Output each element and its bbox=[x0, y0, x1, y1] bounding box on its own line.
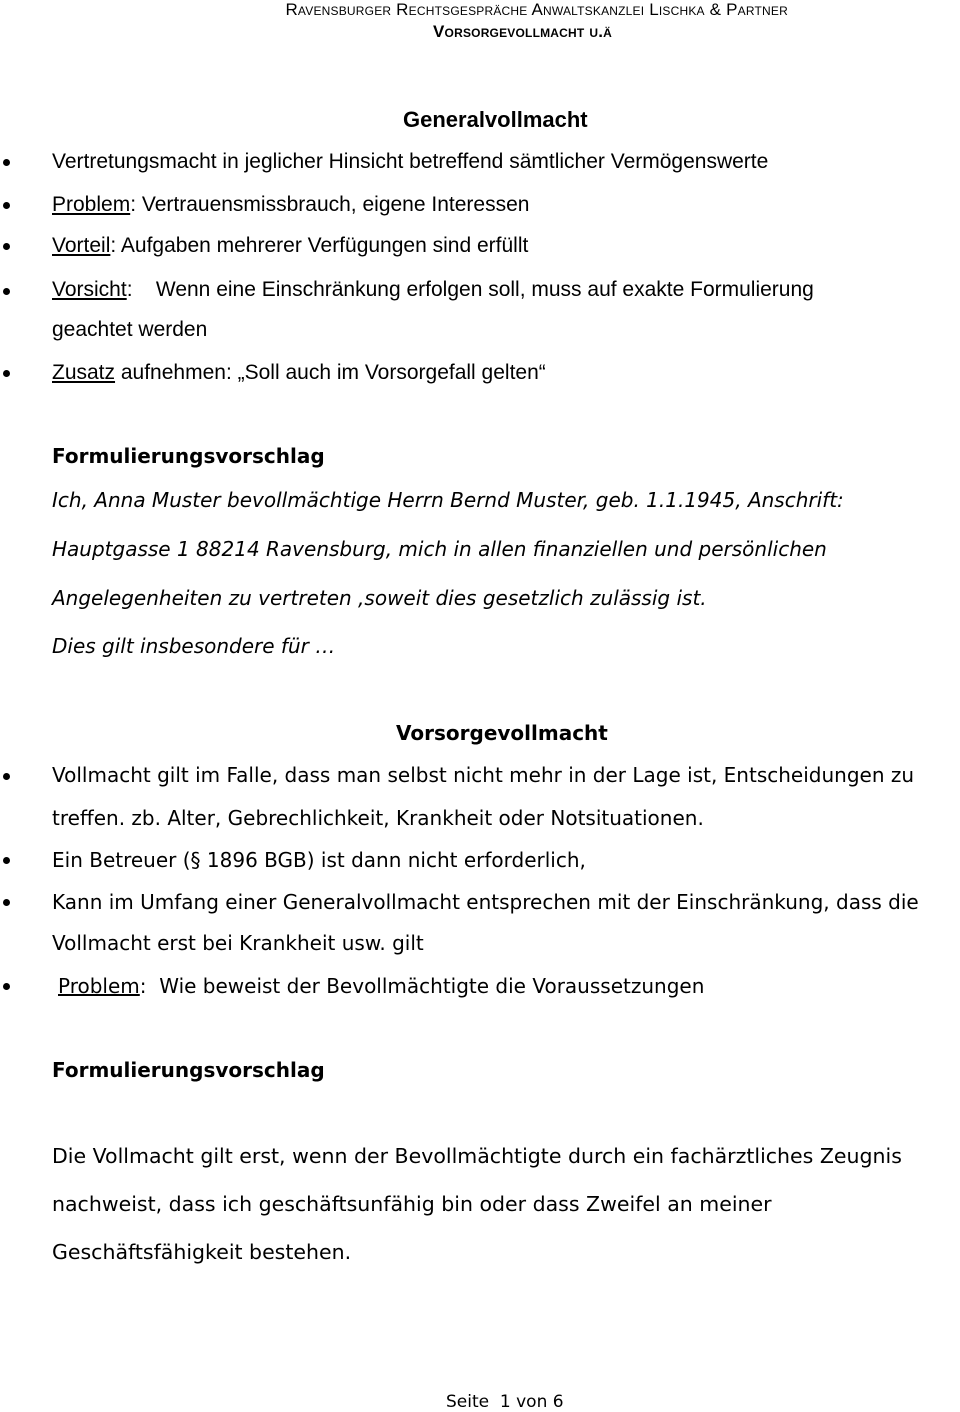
list-item: Zusatz aufnehmen: „Soll auch im Vorsorgefall gelten“ bbox=[52, 361, 546, 384]
bullet-dot bbox=[3, 243, 10, 250]
header-line-1: Ravensburger Rechtsgespräche Anwaltskanzlei Lischka & Partner bbox=[285, 0, 788, 19]
bullet-dot bbox=[3, 857, 10, 864]
proposal-line: Geschäftsfähigkeit bestehen. bbox=[52, 1240, 352, 1264]
bullet-dot bbox=[3, 983, 10, 990]
proposal-heading-1: Formulierungsvorschlag bbox=[52, 444, 325, 468]
list-item: Vorteil: Aufgaben mehrerer Verfügungen sind erfüllt bbox=[52, 234, 529, 257]
list-item: Vertretungsmacht in jeglicher Hinsicht betreffend sämtlicher Vermögenswerte bbox=[52, 150, 769, 173]
bullet-dot bbox=[3, 288, 10, 295]
list-item: Vollmacht gilt im Falle, dass man selbst nicht mehr in der Lage ist, Entscheidungen zu bbox=[52, 763, 915, 787]
list-item: Kann im Umfang einer Generalvollmacht entsprechen mit der Einschränkung, dass die bbox=[52, 890, 919, 914]
header-line-2: Vorsorgevollmacht u.ä bbox=[433, 22, 612, 41]
section-title-generalvollmacht: Generalvollmacht bbox=[403, 107, 588, 132]
bullet-dot bbox=[3, 899, 10, 906]
proposal-line: Ich, Anna Muster bevollmächtige Herrn Bernd Muster, geb. 1.1.1945, Anschrift: bbox=[52, 488, 844, 512]
list-item-continuation: geachtet werden bbox=[52, 318, 208, 341]
page-number: Seite 1 von 6 bbox=[446, 1392, 564, 1412]
bullet-dot bbox=[3, 159, 10, 166]
proposal-line: Angelegenheiten zu vertreten ,soweit dies gesetzlich zulässig ist. bbox=[52, 586, 707, 610]
list-item-continuation: treffen. zb. Alter, Gebrechlichkeit, Krankheit oder Notsituationen. bbox=[52, 806, 704, 830]
proposal-line: Dies gilt insbesondere für … bbox=[52, 634, 336, 658]
proposal-line: Hauptgasse 1 88214 Ravensburg, mich in allen finanziellen und persönlichen bbox=[52, 537, 827, 561]
bullet-dot bbox=[3, 370, 10, 377]
bullet-dot bbox=[3, 773, 10, 780]
proposal-line: nachweist, dass ich geschäftsunfähig bin oder dass Zweifel an meiner bbox=[52, 1192, 772, 1216]
list-item: Vorsicht: Wenn eine Einschränkung erfolgen soll, muss auf exakte Formulierung bbox=[52, 278, 814, 301]
proposal-line: Die Vollmacht gilt erst, wenn der Bevollmächtigte durch ein fachärztliches Zeugnis bbox=[52, 1144, 902, 1168]
list-item: Problem: Wie beweist der Bevollmächtigte die Voraussetzungen bbox=[58, 974, 705, 998]
section-title-vorsorgevollmacht: Vorsorgevollmacht bbox=[396, 721, 608, 745]
bullet-dot bbox=[3, 202, 10, 209]
proposal-heading-2: Formulierungsvorschlag bbox=[52, 1058, 325, 1082]
list-item-continuation: Vollmacht erst bei Krankheit usw. gilt bbox=[52, 931, 424, 955]
list-item: Ein Betreuer (§ 1896 BGB) ist dann nicht erforderlich, bbox=[52, 848, 586, 872]
list-item: Problem: Vertrauensmissbrauch, eigene Interessen bbox=[52, 193, 530, 216]
